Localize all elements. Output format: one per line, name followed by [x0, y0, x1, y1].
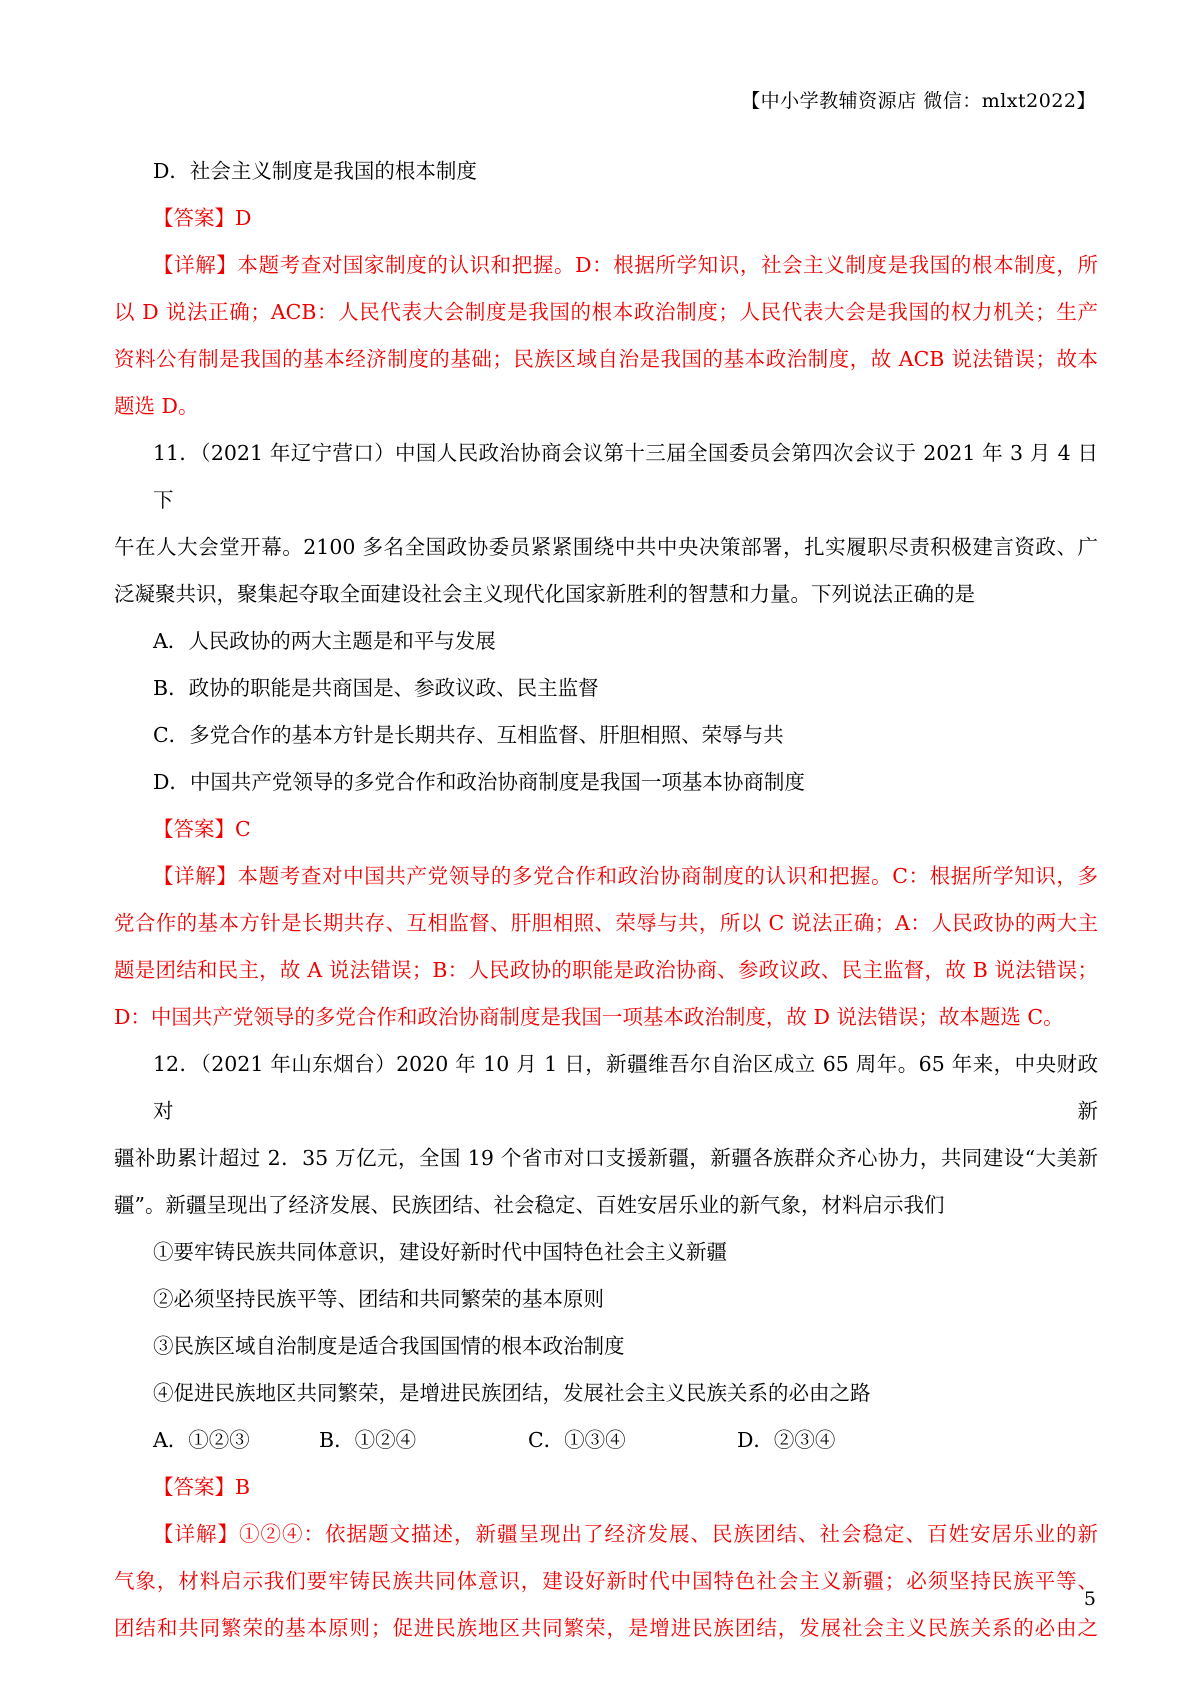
q12-choice-d: D．②③④	[737, 1428, 836, 1452]
q10-explain-line: 资料公有制是我国的基本经济制度的基础；民族区域自治是我国的基本政治制度，故 ACB 说法错误；故本	[114, 347, 1098, 371]
q11-option-d: D．中国共产党领导的多党合作和政治协商制度是我国一项基本协商制度	[153, 770, 805, 794]
q12-statement: ③民族区域自治制度是适合我国国情的根本政治制度	[153, 1334, 625, 1358]
q12-answer: 【答案】B	[153, 1475, 251, 1499]
q12-explain-line: 团结和共同繁荣的基本原则；促进民族地区共同繁荣，是增进民族团结，发展社会主义民族关系的必由之	[114, 1616, 1098, 1640]
q12-stem-line: 12．（2021 年山东烟台）2020 年 10 月 1 日，新疆维吾尔自治区成立 65 周年。65 年来，中央财政对新	[153, 1052, 1098, 1123]
q12-statement: ④促进民族地区共同繁荣，是增进民族团结，发展社会主义民族关系的必由之路	[153, 1381, 871, 1405]
q11-option-a: A．人民政协的两大主题是和平与发展	[153, 629, 496, 653]
q12-statement: ①要牢铸民族共同体意识，建设好新时代中国特色社会主义新疆	[153, 1240, 727, 1264]
q12-choice-a: A．①②③	[153, 1428, 250, 1452]
q12-choices	[114, 1417, 1098, 1464]
q11-stem-line: 泛凝聚共识，聚集起夺取全面建设社会主义现代化国家新胜利的智慧和力量。下列说法正确的是	[114, 582, 975, 606]
q10-explain-line: 题选 D。	[114, 394, 199, 418]
q12-explain-line: 【详解】①②④：依据题文描述，新疆呈现出了经济发展、民族团结、社会稳定、百姓安居乐业的新	[153, 1522, 1098, 1546]
q12-stem-line: 疆”。新疆呈现出了经济发展、民族团结、社会稳定、百姓安居乐业的新气象，材料启示我们	[114, 1193, 945, 1217]
page-header-source: 【中小学教辅资源店 微信：mlxt2022】	[741, 90, 1096, 112]
q11-stem-line: 午在人大会堂开幕。2100 多名全国政协委员紧紧围绕中共中央决策部署，扎实履职尽责积极建言资政、广	[114, 535, 1098, 559]
q11-answer: 【答案】C	[153, 817, 251, 841]
q11-explain-line: 【详解】本题考查对中国共产党领导的多党合作和政治协商制度的认识和把握。C：根据所学知识，多	[153, 864, 1098, 888]
q11-explain-line: 党合作的基本方针是长期共存、互相监督、肝胆相照、荣辱与共，所以 C 说法正确；A：人民政协的两大主	[114, 911, 1098, 935]
q12-stem-line: 疆补助累计超过 2．35 万亿元，全国 19 个省市对口支援新疆，新疆各族群众齐心协力，共同建设“大美新	[114, 1146, 1098, 1170]
q10-explain-line: 以 D 说法正确；ACB：人民代表大会制度是我国的根本政治制度；人民代表大会是我国的权力机关；生产	[114, 300, 1098, 324]
page-number: 5	[1083, 1588, 1096, 1610]
q11-explain-line: 题是团结和民主，故 A 说法错误；B：人民政协的职能是政治协商、参政议政、民主监督，故 B 说法错误；	[114, 958, 1098, 982]
q12-choice-c: C．①③④	[528, 1428, 626, 1452]
q12-choice-b: B．①②④	[319, 1428, 417, 1452]
q10-answer: 【答案】D	[153, 206, 252, 230]
q11-explain-line: D：中国共产党领导的多党合作和政治协商制度是我国一项基本政治制度，故 D 说法错误；故本题选 C。	[114, 1005, 1064, 1029]
q10-explain-line: 【详解】本题考查对国家制度的认识和把握。D：根据所学知识，社会主义制度是我国的根本制度，所	[153, 253, 1098, 277]
q10-option-d: D．社会主义制度是我国的根本制度	[153, 159, 477, 183]
page-content	[114, 148, 1098, 1652]
q11-option-c: C．多党合作的基本方针是长期共存、互相监督、肝胆相照、荣辱与共	[153, 723, 784, 747]
q11-option-b: B．政协的职能是共商国是、参政议政、民主监督	[153, 676, 599, 700]
q12-explain-line: 气象，材料启示我们要牢铸民族共同体意识，建设好新时代中国特色社会主义新疆；必须坚持民族平等、	[114, 1569, 1098, 1593]
q11-stem-line: 11．（2021 年辽宁营口）中国人民政治协商会议第十三届全国委员会第四次会议于 2021 年 3 月 4 日下	[153, 441, 1098, 512]
q12-statement: ②必须坚持民族平等、团结和共同繁荣的基本原则	[153, 1287, 604, 1311]
